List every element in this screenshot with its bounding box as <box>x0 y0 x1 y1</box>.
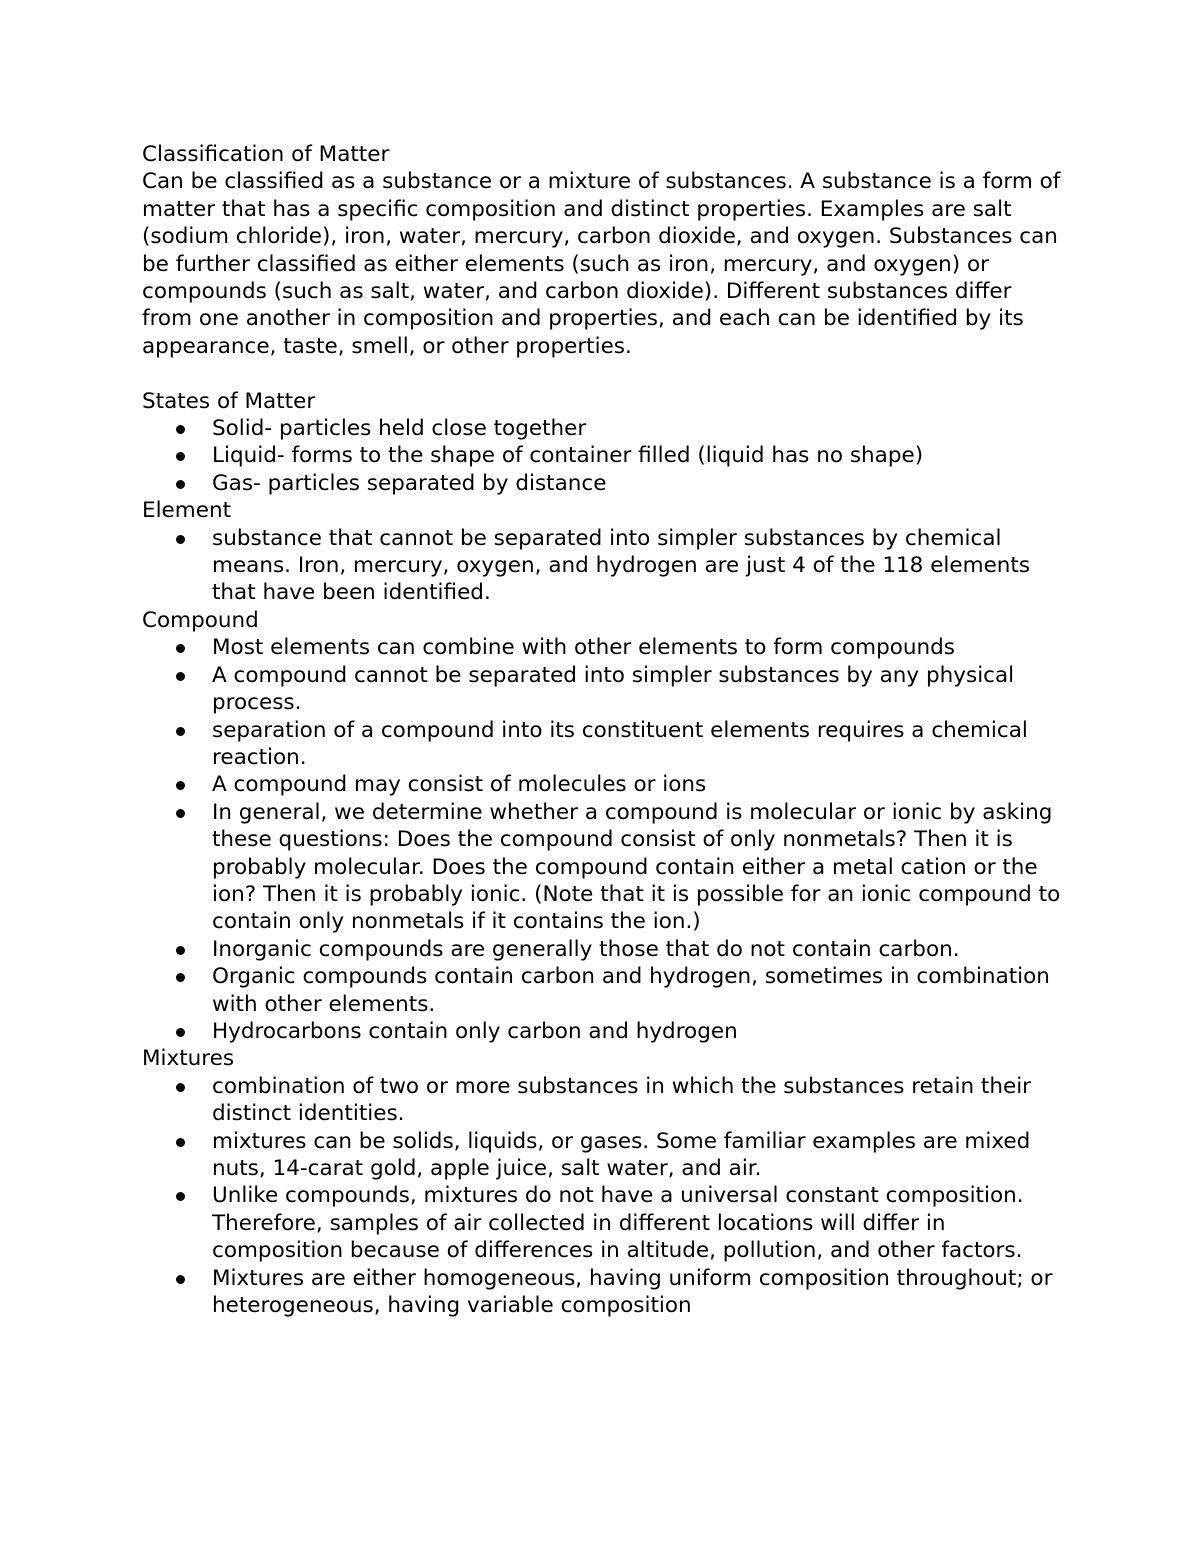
bullet-icon <box>176 727 185 736</box>
list-item <box>142 1265 1067 1320</box>
list-item <box>142 662 1067 717</box>
list-item-text: In general, we determine whether a compound is molecular or ionic by asking these questions: Does the compound consist of only nonmetals? Then it is probably molecular. Does the compound contain either a metal cation or the ion? Then it is probably ionic. (Note that it is possible for an ionic compound to contain only nonmetals if it contains the ion.) <box>212 799 1061 935</box>
list-item <box>142 415 1067 442</box>
paragraph-spacer <box>142 360 1067 387</box>
mixtures-list <box>142 1073 1067 1320</box>
bullet-icon <box>176 973 185 982</box>
bullet-icon <box>176 1275 185 1284</box>
list-item <box>142 1182 1067 1264</box>
list-item-text: Mixtures are either homogeneous, having uniform composition throughout; or heterogeneous, having variable composition <box>212 1265 1053 1319</box>
classification-heading: Classification of Matter <box>142 142 390 167</box>
bullet-icon <box>176 781 185 790</box>
list-item-text: substance that cannot be separated into simpler substances by chemical means. Iron, mercury, oxygen, and hydrogen are just 4 of the 118 elements that have been identified. <box>212 525 1031 606</box>
list-item <box>142 1018 1067 1045</box>
bullet-icon <box>176 1028 185 1037</box>
states-list <box>142 415 1067 497</box>
list-item-text: Organic compounds contain carbon and hydrogen, sometimes in combination with other elements. <box>212 964 1050 1017</box>
list-item-text: separation of a compound into its constituent elements requires a chemical reaction. <box>212 717 1028 770</box>
list-item <box>142 525 1067 607</box>
element-list <box>142 525 1067 607</box>
compound-heading: Compound <box>142 607 259 633</box>
list-item <box>142 634 1067 661</box>
bullet-icon <box>176 672 185 681</box>
bullet-icon <box>176 946 185 955</box>
list-item-text: Inorganic compounds are generally those that do not contain carbon. <box>212 936 960 962</box>
list-item-text: Liquid- forms to the shape of container filled (liquid has no shape) <box>212 443 924 469</box>
list-item <box>142 771 1067 798</box>
bullet-icon <box>176 644 185 653</box>
compound-list <box>142 634 1067 1045</box>
mixtures-heading: Mixtures <box>142 1046 235 1072</box>
list-item <box>142 963 1067 1018</box>
list-item-text: mixtures can be solids, liquids, or gases. Some familiar examples are mixed nuts, 14-carat gold, apple juice, salt water, and air. <box>212 1128 1031 1182</box>
list-item <box>142 1128 1067 1183</box>
states-heading: States of Matter <box>142 388 316 414</box>
list-item-text: A compound cannot be separated into simpler substances by any physical process. <box>212 662 1015 716</box>
list-item-text: A compound may consist of molecules or ions <box>212 772 707 798</box>
bullet-icon <box>176 1192 185 1201</box>
element-heading: Element <box>142 498 232 524</box>
bullet-icon <box>176 452 185 461</box>
bullet-icon <box>176 480 185 489</box>
bullet-icon <box>176 809 185 818</box>
list-item <box>142 1073 1067 1128</box>
list-item <box>142 470 1067 497</box>
list-item-text: combination of two or more substances in which the substances retain their distinct identities. <box>212 1073 1032 1127</box>
list-item <box>142 717 1067 772</box>
list-item-text: Most elements can combine with other elements to form compounds <box>212 635 955 661</box>
list-item <box>142 799 1067 936</box>
classification-body: Can be classified as a substance or a mixture of substances. A substance is a form of matter that has a specific composition and distinct properties. Examples are salt (sodium chloride), iron, water, mercury, carbon dioxide, and oxygen. Substances can be further classified as either elements (such as iron, mercury, and oxygen) or compounds (such as salt, water, and carbon dioxide). Different substances differ from one another in composition and properties, and each can be identified by its appearance, taste, smell, or other properties. <box>142 169 1061 359</box>
list-item-text: Gas- particles separated by distance <box>212 470 607 496</box>
bullet-icon <box>176 1138 185 1147</box>
document-page <box>142 141 1067 1319</box>
list-item-text: Unlike compounds, mixtures do not have a universal constant composition. Therefore, samples of air collected in different locations will differ in composition because of differences in altitude, pollution, and other factors. <box>212 1183 1024 1264</box>
list-item <box>142 442 1067 469</box>
list-item-text: Hydrocarbons contain only carbon and hydrogen <box>212 1018 738 1044</box>
list-item <box>142 936 1067 963</box>
bullet-icon <box>176 535 185 544</box>
bullet-icon <box>176 1083 185 1092</box>
list-item-text: Solid- particles held close together <box>212 416 587 442</box>
bullet-icon <box>176 425 185 434</box>
